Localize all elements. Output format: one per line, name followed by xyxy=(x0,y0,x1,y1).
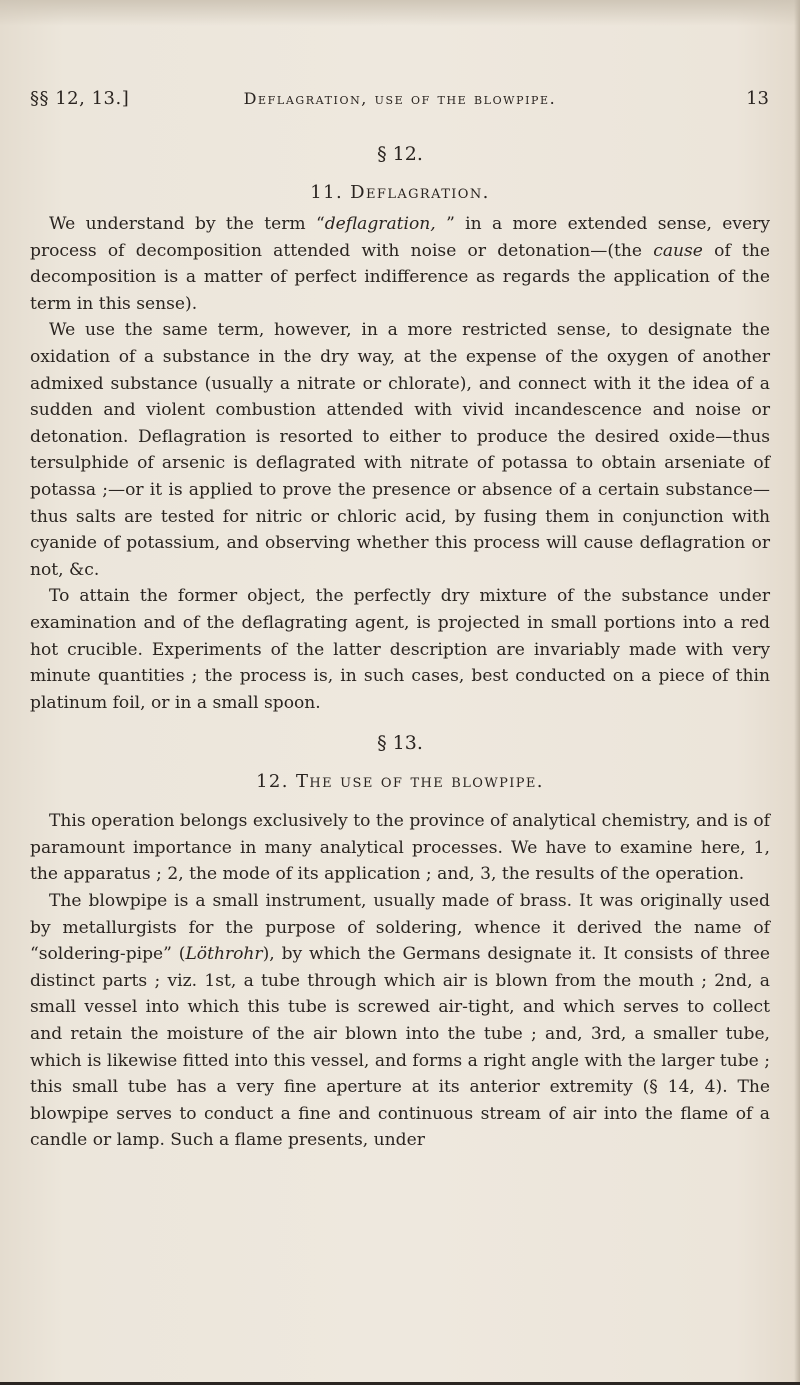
section-heading-blowpipe: 12. The use of the blowpipe. xyxy=(256,771,544,793)
paragraph-deflagration-definition: We understand by the term “deflagration, ” in a more extended sense, every process of decomposition attended with noise or detonation—(the cause of the decomposition is a matter of perfect indifference as regards the application of the term in this sense). xyxy=(30,214,770,314)
section-heading-deflagration: 11. Deflagration. xyxy=(310,182,490,203)
heading-gap xyxy=(30,800,770,808)
paragraph-blowpipe-description: The blowpipe is a small instrument, usually made of brass. It was originally used by metallurgists for the purpose of soldering, whence it derived the name of “soldering-pipe” (Löthrohr), by which the Germans designate it. It consists of three distinct parts ; viz. 1st, a tube through which air is blown from the mouth ; 2nd, a small vessel into which this tube is screwed air-tight, and which serves to collect and retain the moisture of the air blown into the tube ; and, 3rd, a smaller tube, which is likewise fitted into this vessel, and forms a right angle with the larger tube ; this small tube has a very fine aperture at its anterior extremity (§ 14, 4). The blowpipe serves to conduct a fine and continuous stream of air into the flame of a candle or lamp. Such a flame presents, under xyxy=(30,891,770,1151)
page-top-shadow xyxy=(0,0,800,26)
running-head-sections: §§ 12, 13.] xyxy=(30,88,130,109)
page-body xyxy=(30,140,770,1154)
paragraph-operation-overview: This operation belongs exclusively to the province of analytical chemistry, and is of paramount importance in many analytical processes. We have to examine here, 1, the apparatus ; 2, the mode of its application ; and, 3, the results of the operation. xyxy=(30,811,770,885)
paragraph-restricted-sense: We use the same term, however, in a more restricted sense, to designate the oxidation of a substance in the dry way, at the expense of the oxygen of another admixed substance (usually a nitrate or chlorate), and connect with it the idea of a sudden and violent combustion attended with vivid incandescence and noise or detonation. Deflagration is resorted to either to produce the desired oxide—thus tersulphide of arsenic is deflagrated with nitrate of potassa to obtain arseniate of potassa ;—or it is applied to prove the presence or absence of a certain substance—thus salts are tested for nitric or chloric acid, by fusing them in conjunction with cyanide of potassium, and observing whether this process will cause deflagration or not, &c. xyxy=(30,320,770,580)
section-mark-12: § 12. xyxy=(377,143,423,165)
paragraph-former-object: To attain the former object, the perfectly dry mixture of the substance under examination and of the deflagrating agent, is projected in small portions into a red hot crucible. Experiments of the latter description are invariably made with very minute quantities ; the process is, in such cases, best conducted on a piece of thin platinum foil, or in a small spoon. xyxy=(30,586,770,713)
running-head-title: Deflagration, use of the blowpipe. xyxy=(243,89,557,108)
page-right-edge xyxy=(794,0,800,1385)
term-deflagration: deflagration, xyxy=(324,214,436,234)
section-gap xyxy=(30,716,770,729)
page-number: 13 xyxy=(746,88,769,109)
term-lothrohr: Löthrohr xyxy=(185,944,263,965)
running-head xyxy=(0,88,800,112)
section-mark-13: § 13. xyxy=(377,732,423,755)
term-cause: cause xyxy=(653,240,703,261)
